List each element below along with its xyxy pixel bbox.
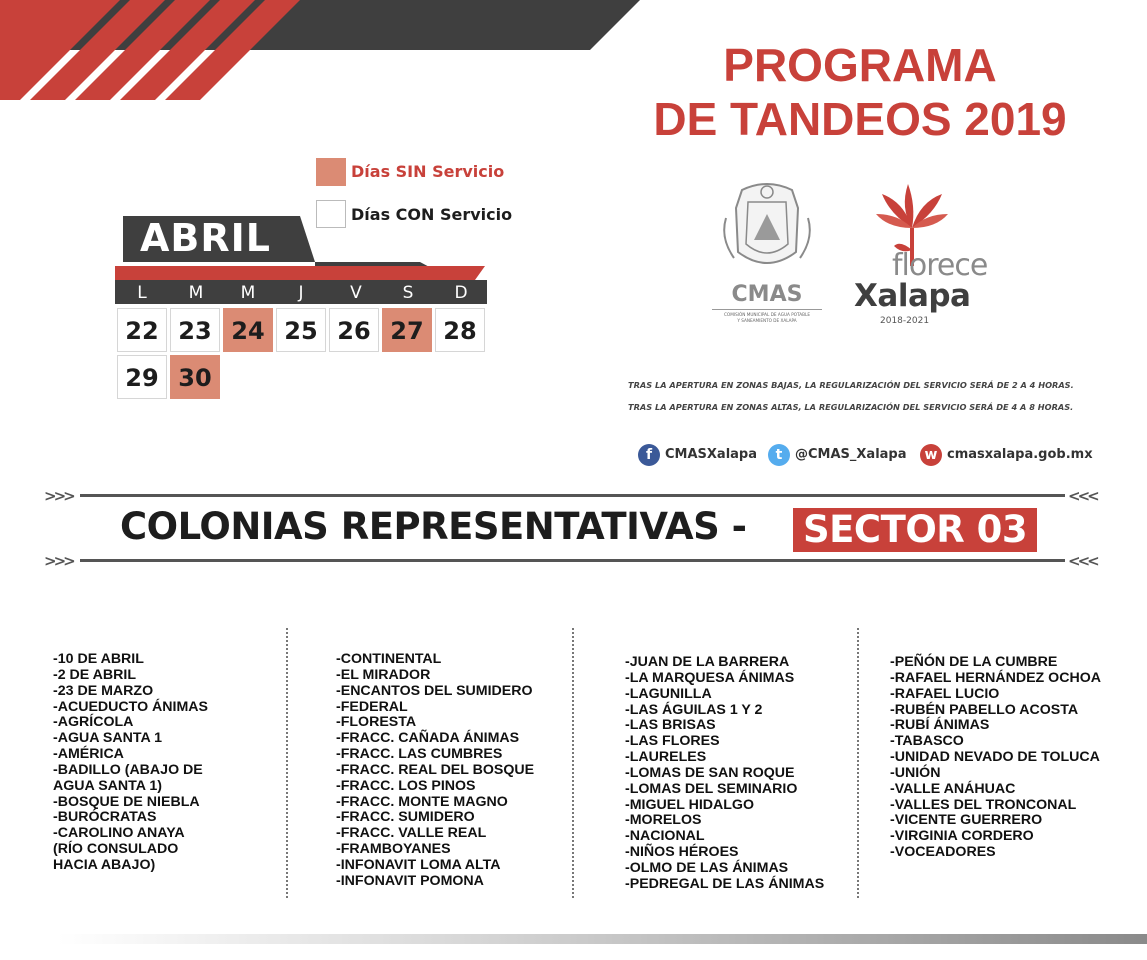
- colonias-column-2: [336, 652, 534, 890]
- calendar-day: 23: [170, 308, 220, 352]
- list-item: -2 DE ABRIL: [53, 666, 137, 683]
- calendar-day-no-service: 24: [223, 308, 273, 352]
- list-item: -FRACC. VALLE REAL: [336, 825, 487, 842]
- list-item: (RÍO CONSULADO: [53, 841, 179, 858]
- list-item: -MORELOS: [625, 812, 702, 829]
- list-item: -BOSQUE DE NIEBLA: [53, 793, 200, 810]
- list-item: -VIRGINIA CORDERO: [890, 828, 1034, 845]
- logo-word-xalapa: Xalapa: [854, 278, 971, 314]
- list-item: -AGRÍCOLA: [53, 714, 134, 731]
- list-item: -FEDERAL: [336, 698, 408, 715]
- section-title: COLONIAS REPRESENTATIVAS -: [120, 505, 747, 548]
- weekday-fri: V: [350, 283, 362, 303]
- list-item: -UNIDAD NEVADO DE TOLUCA: [890, 749, 1100, 766]
- facebook-icon[interactable]: f: [638, 444, 660, 466]
- divider-bottom: [80, 559, 1065, 562]
- note-low-zones: TRAS LA APERTURA EN ZONAS BAJAS, LA REGULARIZACIÓN DEL SERVICIO SERÁ DE 2 A 4 HORAS.: [628, 380, 1074, 390]
- weekday-tue: M: [188, 283, 204, 303]
- florece-xalapa-logo: [850, 178, 1020, 328]
- website-link[interactable]: cmasxalapa.gob.mx: [947, 447, 1093, 462]
- facebook-link[interactable]: CMASXalapa: [665, 447, 758, 462]
- column-divider: [857, 628, 859, 898]
- list-item: -NACIONAL: [625, 828, 705, 845]
- list-item: -RAFAEL HERNÁNDEZ OCHOA: [890, 669, 1101, 686]
- page-title-line2: DE TANDEOS 2019: [653, 93, 1067, 145]
- calendar-day: 28: [435, 308, 485, 352]
- list-item: -10 DE ABRIL: [53, 651, 144, 667]
- legend-no-service-label: Días SIN Servicio: [351, 162, 505, 181]
- list-item: -OLMO DE LAS ÁNIMAS: [625, 859, 789, 876]
- list-item: -CAROLINO ANAYA: [53, 825, 185, 842]
- list-item: -JUAN DE LA BARRERA: [625, 654, 790, 670]
- list-item: -LAGUNILLA: [625, 685, 712, 702]
- list-item: -EL MIRADOR: [336, 666, 431, 683]
- list-item: -PEDREGAL DE LAS ÁNIMAS: [625, 875, 825, 892]
- header-stripes: [0, 0, 640, 105]
- calendar-month: ABRIL: [140, 216, 271, 260]
- list-item: -RUBÍ ÁNIMAS: [890, 717, 990, 734]
- list-item: -VALLE ANÁHUAC: [890, 780, 1016, 797]
- calendar-day: 29: [117, 355, 167, 399]
- web-icon[interactable]: w: [920, 444, 942, 466]
- colonias-column-1: [53, 652, 208, 874]
- list-item: -MIGUEL HIDALGO: [625, 796, 754, 813]
- cmas-logo-name: CMAS: [731, 282, 803, 307]
- list-item: -FRACC. CAÑADA ÁNIMAS: [336, 730, 520, 747]
- list-item: -VALLES DEL TRONCONAL: [890, 796, 1077, 813]
- list-item: -23 DE MARZO: [53, 682, 154, 699]
- list-item: -LAURELES: [625, 749, 707, 766]
- list-item: -FRACC. MONTE MAGNO: [336, 793, 508, 810]
- list-item: -CONTINENTAL: [336, 651, 442, 667]
- list-item: -LOMAS DE SAN ROQUE: [625, 764, 795, 781]
- chevrons-right-icon: >>>: [44, 552, 73, 570]
- legend-no-service-swatch: [316, 158, 346, 186]
- list-item: -LAS BRISAS: [625, 717, 716, 734]
- colonias-column-3: [625, 655, 824, 893]
- chevrons-left-icon: <<<: [1068, 487, 1097, 505]
- note-high-zones: TRAS LA APERTURA EN ZONAS ALTAS, LA REGULARIZACIÓN DEL SERVICIO SERÁ DE 4 A 8 HORAS.: [628, 402, 1074, 412]
- list-item: -FRACC. SUMIDERO: [336, 809, 475, 826]
- footer-bar: [0, 934, 1147, 944]
- twitter-icon[interactable]: t: [768, 444, 790, 466]
- calendar-day: 22: [117, 308, 167, 352]
- twitter-link[interactable]: @CMAS_Xalapa: [795, 447, 907, 462]
- list-item: -FRACC. LOS PINOS: [336, 777, 476, 794]
- calendar-day-no-service: 30: [170, 355, 220, 399]
- weekday-wed: M: [240, 283, 256, 303]
- column-divider: [572, 628, 574, 898]
- weekday-thu: J: [298, 283, 304, 303]
- divider-top: [80, 494, 1065, 497]
- list-item: -RUBÉN PABELLO ACOSTA: [890, 701, 1079, 718]
- logo-years: 2018-2021: [880, 316, 930, 326]
- list-item: -UNIÓN: [890, 764, 941, 781]
- coat-of-arms-icon: [712, 178, 822, 278]
- list-item: -FRACC. REAL DEL BOSQUE: [336, 761, 535, 778]
- calendar-day: 26: [329, 308, 379, 352]
- list-item: -LAS FLORES: [625, 733, 720, 750]
- list-item: -FRACC. LAS CUMBRES: [336, 746, 503, 763]
- page-title-line1: PROGRAMA: [723, 39, 997, 91]
- list-item: -BADILLO (ABAJO DE: [53, 761, 203, 778]
- cmas-logo: [712, 178, 822, 328]
- list-item: AGUA SANTA 1): [53, 777, 163, 794]
- list-item: -RAFAEL LUCIO: [890, 685, 1000, 702]
- list-item: HACIA ABAJO): [53, 856, 156, 873]
- cmas-logo-subtitle-1: COMISIÓN MUNICIPAL DE AGUA POTABLE: [724, 312, 810, 317]
- list-item: -LOMAS DEL SEMINARIO: [625, 780, 798, 797]
- cmas-logo-subtitle-2: Y SANEAMIENTO DE XALAPA: [737, 318, 797, 323]
- list-item: -TABASCO: [890, 733, 964, 750]
- list-item: -BURÓCRATAS: [53, 809, 157, 826]
- weekday-mon: L: [137, 283, 147, 303]
- list-item: -LAS ÁGUILAS 1 Y 2: [625, 701, 763, 718]
- list-item: -PEÑÓN DE LA CUMBRE: [890, 654, 1058, 670]
- chevrons-left-icon: <<<: [1068, 552, 1097, 570]
- weekday-sat: S: [402, 283, 414, 303]
- list-item: -ACUEDUCTO ÁNIMAS: [53, 698, 209, 715]
- list-item: -AMÉRICA: [53, 746, 124, 763]
- weekday-sun: D: [454, 283, 468, 303]
- list-item: -INFONAVIT LOMA ALTA: [336, 856, 501, 873]
- calendar-day: 25: [276, 308, 326, 352]
- list-item: -AGUA SANTA 1: [53, 730, 163, 747]
- list-item: -NIÑOS HÉROES: [625, 844, 739, 861]
- list-item: -FLORESTA: [336, 714, 417, 731]
- list-item: -VOCEADORES: [890, 844, 996, 861]
- column-divider: [286, 628, 288, 898]
- calendar-day-no-service: 27: [382, 308, 432, 352]
- list-item: -FRAMBOYANES: [336, 841, 451, 858]
- list-item: -INFONAVIT POMONA: [336, 872, 484, 889]
- list-item: -LA MARQUESA ÁNIMAS: [625, 669, 795, 686]
- list-item: -VICENTE GUERRERO: [890, 812, 1043, 829]
- logo-word-florece: florece: [892, 248, 988, 283]
- colonias-column-4: [890, 655, 1101, 861]
- chevrons-right-icon: >>>: [44, 487, 73, 505]
- list-item: -ENCANTOS DEL SUMIDERO: [336, 682, 533, 699]
- legend-service-label: Días CON Servicio: [351, 205, 513, 224]
- sector-tag: SECTOR 03: [793, 508, 1037, 552]
